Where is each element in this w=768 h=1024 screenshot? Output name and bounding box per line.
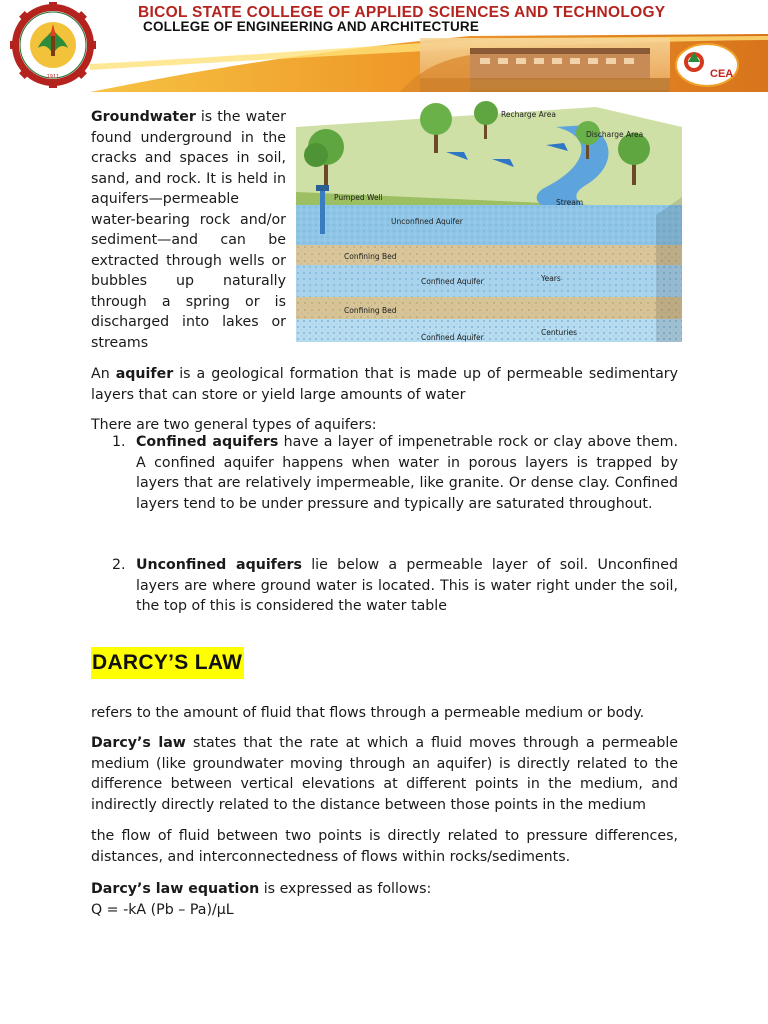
unconfined-aquifers-text: lie below a permeable layer of soil. Unconfined layers are where ground water is located. This is water right under the soil, the top of this is considered the water table [136,557,678,614]
label-confined-aquifer: Confined Aquifer [421,277,484,286]
groundwater-text: is the water found underground in the cracks and spaces in soil, sand, and rock. It is held in aquifers—permeable water-bearing rock and/or sediment—and can be extracted through wells or bubbles up naturally through a spring or is discharged into lakes or streams [91,109,286,351]
aquifer-diagram [296,97,682,342]
darcys-law-heading: DARCY’S LAW [91,647,244,679]
darcy-definition: refers to the amount of fluid that flows through a permeable medium or body. [91,705,645,722]
aquifer-prefix: An [91,366,116,383]
confined-aquifers-text: have a layer of impenetrable rock or clay above them. A confined aquifer happens when water in porous layers is trapped by layers that are relatively impermeable, like granite. Or dense clay. Confined layers tend to be under pressure and typically are saturated throughout. [136,434,678,512]
cea-logo-icon [674,42,740,88]
confined-aquifers-term: Confined aquifers [136,434,279,450]
list-item [112,432,678,514]
darcy-flow-paragraph: the flow of fluid between two points is directly related to pressure differences, distances, and interconnectedness of flows within rocks/sediments. [91,828,678,865]
label-stream: Stream [556,198,584,207]
label-confining-bed-2: Confining Bed [344,306,397,315]
darcy-law-term: Darcy’s law [91,735,186,752]
label-years: Years [541,274,561,283]
aquifer-term: aquifer [115,366,174,383]
groundwater-paragraph [91,107,286,353]
label-centuries: Centuries [541,328,577,337]
label-confined-aquifer-2: Confined Aquifer [421,333,484,342]
list-text [136,555,678,617]
label-pumped-well: Pumped Well [334,193,383,202]
darcy-equation-text: is expressed as follows: [259,881,432,898]
list-number: 1. [112,434,126,450]
darcy-equation-term: Darcy’s law equation [91,881,260,898]
page-header [0,0,768,92]
list-number: 2. [112,557,126,573]
label-discharge-area: Discharge Area [586,130,644,139]
label-confining-bed-1: Confining Bed [344,252,397,261]
aquifer-text: is a geological formation that is made up of permeable sedimentary layers that can store or yield large amounts of water [91,366,678,403]
list-item [112,555,678,617]
darcy-equation-paragraph [91,879,678,920]
groundwater-term: Groundwater [91,109,196,126]
darcy-law-paragraph [91,733,678,815]
aquifer-types-intro: There are two general types of aquifers: [91,417,377,434]
school-name: BICOL STATE COLLEGE OF APPLIED SCIENCES AND TECHNOLOGY [138,4,666,21]
label-unconfined-aquifer: Unconfined Aquifer [391,217,463,226]
seal-year: 1911 [46,74,60,80]
label-recharge-area: Recharge Area [501,110,556,119]
list-text [136,432,678,514]
cea-logo-text: CEA [710,68,734,80]
darcy-law-text: states that the rate at which a fluid moves through a permeable medium (like groundwater moving through an aquifer) is directly related to the difference between vertical elevations at different points in the medium, and indirectly directly related to the distance between those points in the medium [91,735,678,813]
college-seal-icon [10,2,96,88]
aquifer-definition [91,364,678,405]
darcy-equation: Q = -kA (Pb – Pa)/μL [91,901,234,918]
college-name: COLLEGE OF ENGINEERING AND ARCHITECTURE [143,19,480,34]
unconfined-aquifers-term: Unconfined aquifers [136,557,302,573]
